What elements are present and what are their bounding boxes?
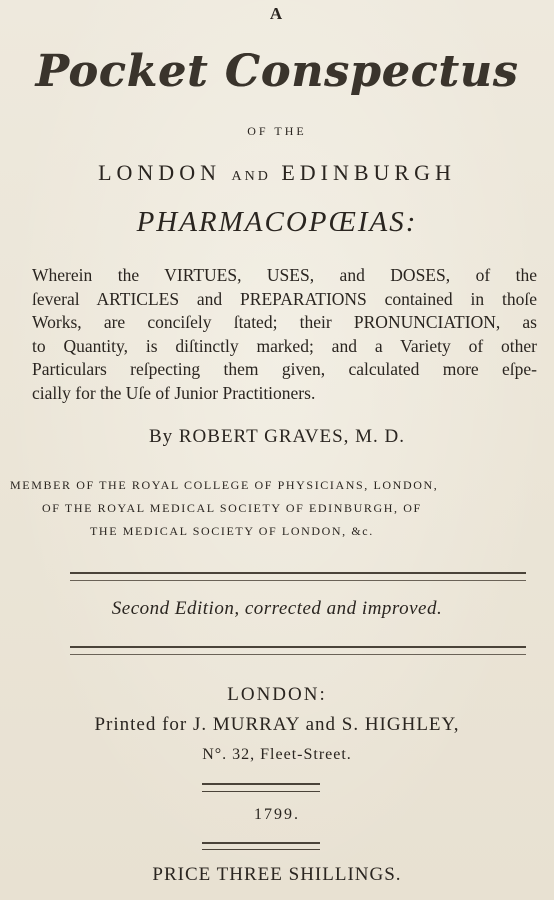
of-the-line: OF THE — [247, 124, 307, 138]
pharmacopoeias-title: PHARMACOPŒIAS: — [136, 206, 418, 238]
edinburgh-word: EDINBURGH — [281, 160, 456, 185]
price-line: PRICE THREE SHILLINGS. — [152, 864, 402, 885]
description-paragraph — [32, 264, 537, 405]
double-rule-top-thin — [70, 580, 526, 581]
london-edinburgh-line — [0, 160, 554, 186]
imprint-publishers: Printed for J. MURRAY and S. HIGHLEY, — [94, 714, 460, 735]
description-line: to Quantity, is diſtinctly marked; and a Variety of other — [32, 335, 537, 356]
ornament-rule-upper-thin — [202, 791, 320, 792]
membership-line: OF THE ROYAL MEDICAL SOCIETY OF EDINBURGH, OF — [42, 501, 422, 515]
membership-line: THE MEDICAL SOCIETY OF LONDON, &c. — [90, 524, 374, 538]
imprint-year: 1799. — [254, 806, 300, 823]
title-article: A — [269, 4, 285, 23]
ornament-rule-lower — [202, 842, 320, 844]
ornament-rule-lower-thin — [202, 849, 320, 850]
and-word: AND — [231, 169, 271, 184]
author-byline: By ROBERT GRAVES, M. D. — [148, 426, 406, 447]
main-title: Pocket Conspectus — [35, 46, 519, 97]
london-word: LONDON — [98, 160, 221, 185]
description-line: ſeveral ARTICLES and PREPARATIONS contained in thoſe — [32, 288, 537, 309]
double-rule-top — [70, 572, 526, 574]
imprint-city: LONDON: — [227, 684, 327, 705]
ornament-rule-upper — [202, 783, 320, 785]
membership-line: MEMBER OF THE ROYAL COLLEGE OF PHYSICIANS, LONDON, — [10, 478, 439, 492]
description-line: Works, are conciſely ſtated; their PRONUNCIATION, as — [32, 312, 537, 332]
description-line: Particulars reſpecting them given, calculated more eſpe- — [32, 359, 537, 379]
edition-statement: Second Edition, corrected and improved. — [111, 598, 443, 619]
double-rule-bottom — [70, 646, 526, 648]
author-memberships — [10, 474, 530, 543]
description-line: cially for the Uſe of Junior Practitioners. — [32, 382, 316, 403]
description-line: Wherein the VIRTUES, USES, and DOSES, of the — [32, 265, 537, 285]
double-rule-bottom-thin — [70, 654, 526, 655]
imprint-address: N°. 32, Fleet-Street. — [202, 746, 352, 763]
